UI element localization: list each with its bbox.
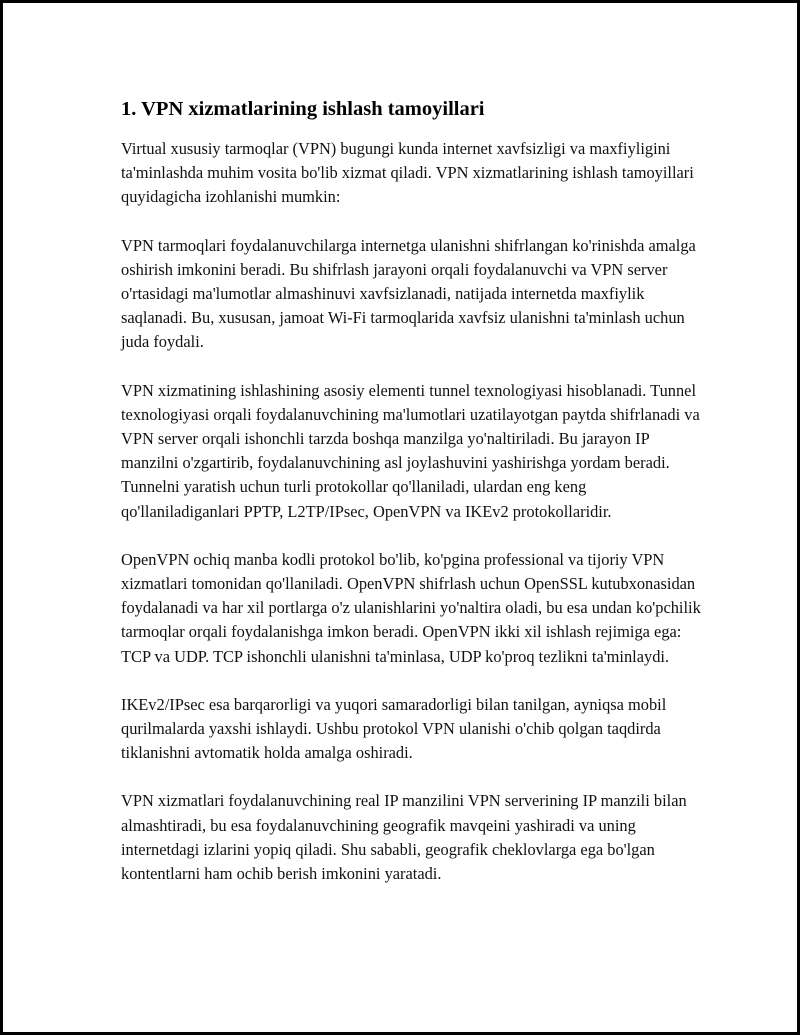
document-body [121, 95, 701, 886]
section-heading: 1. VPN xizmatlarining ishlash tamoyillari [121, 98, 485, 120]
paragraph-intro: Virtual xususiy tarmoqlar (VPN) bugungi kunda internet xavfsizligi va maxfiyligini ta'minlashda muhim vosita bo'lib xizmat qiladi. VPN xizmatlarining ishlash tamoyillari quyidagicha izohlanishi mumkin: [121, 139, 694, 207]
paragraph-ip-masking: VPN xizmatlari foydalanuvchining real IP manzilini VPN serverining IP manzili bilan almashtiradi, bu esa foydalanuvchining geografik mavqeini yashiradi va uning internetdagi izlarini yopiq qiladi. Shu sababli, geografik cheklovlarga ega bo'lgan kontentlarni ham ochib berish imkonini yaratadi. [121, 791, 687, 884]
paragraph-encryption: VPN tarmoqlari foydalanuvchilarga internetga ulanishni shifrlangan ko'rinishda amalga oshirish imkonini beradi. Bu shifrlash jarayoni orqali foydalanuvchi va VPN server o'rtasidagi ma'lumotlar almashinuvi xavfsizlanadi, natijada internetda maxfiylik saqlanadi. Bu, xususan, jamoat Wi-Fi tarmoqlarida xavfsiz ulanishni ta'minlash uchun juda foydali. [121, 235, 696, 352]
paragraph-openvpn: OpenVPN ochiq manba kodli protokol bo'lib, ko'pgina professional va tijoriy VPN xizmatlari tomonidan qo'llaniladi. OpenVPN shifrlash uchun OpenSSL kutubxonasidan foydalanadi va har xil portlarga o'z ulanishlarini yo'naltira oladi, bu esa undan ko'pchilik tarmoqlar orqali foydalanishga imkon beradi. OpenVPN ikki xil ishlash rejimiga ega: TCP va UDP. TCP ishonchli ulanishni ta'minlasa, UDP ko'proq tezlikni ta'minlaydi. [121, 549, 701, 666]
paragraph-ikev2: IKEv2/IPsec esa barqarorligi va yuqori samaradorligi bilan tanilgan, ayniqsa mobil qurilmalarda yaxshi ishlaydi. Ushbu protokol VPN ulanishi o'chib qolgan taqdirda tiklanishni avtomatik holda amalga oshiradi. [121, 694, 667, 763]
paragraph-tunnel: VPN xizmatining ishlashining asosiy elementi tunnel texnologiyasi hisoblanadi. Tunnel texnologiyasi orqali foydalanuvchining ma'lumotlari uzatilayotgan paytda shifrlanadi va VPN server orqali ishonchli tarzda boshqa manzilga yo'naltiriladi. Bu jarayon IP manzilni o'zgartirib, foydalanuvchining asl joylashuvini yashirishga yordam beradi. Tunnelni yaratish uchun turli protokollar qo'llaniladi, ulardan eng keng qo'llaniladiganlari PPTP, L2TP/IPsec, OpenVPN va IKEv2 protokollaridir. [121, 380, 700, 521]
